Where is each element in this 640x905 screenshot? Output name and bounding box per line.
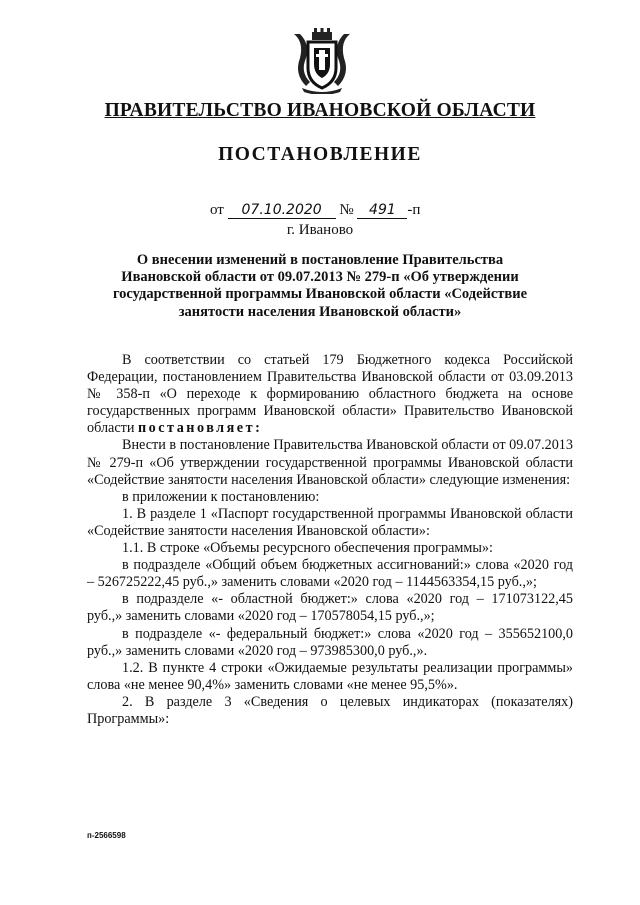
- document-type-heading: ПОСТАНОВЛЕНИЕ: [218, 144, 422, 165]
- handwritten-number: 491: [357, 202, 407, 219]
- handwritten-date: 07.10.2020: [228, 202, 336, 219]
- date-number-line: [210, 202, 420, 219]
- resolves-word: постановляет:: [137, 420, 263, 437]
- preamble-text: В соответствии со статьей 179 Бюджетного кодекса Российской Федерации, постановлением Правительства Ивановской области от 03.09.2013 № 358-п «О переходе к формированию областного бюджета на основе государственных программ Ивановской области» Правительство Ивановской области: [87, 352, 573, 437]
- body-paragraph: 1. В разделе 1 «Паспорт государственной программы Ивановской области «Содействие занятости населения Ивановской области»:: [87, 505, 573, 539]
- body-paragraph: Внести в постановление Правительства Ивановской области от 09.07.2013 № 279-п «Об утверждении государственной программы Ивановской области «Содействие занятости населения Ивановской области» следующие изменения:: [87, 437, 573, 488]
- government-name-heading: ПРАВИТЕЛЬСТВО ИВАНОВСКОЙ ОБЛАСТИ: [104, 100, 536, 121]
- document-code: п-2566598: [87, 831, 126, 840]
- body-paragraph: в приложении к постановлению:: [122, 488, 320, 505]
- body-paragraph: в подразделе «- областной бюджет:» слова «2020 год – 171073122,45 руб.,» заменить словами «2020 год – 170578054,15 руб.,»;: [87, 591, 573, 625]
- number-label: №: [339, 202, 354, 218]
- body-paragraph: 1.2. В пункте 4 строки «Ожидаемые результаты реализации программы» слова «не менее 90,4%» заменить словами «не менее 95,5%».: [87, 659, 573, 693]
- body-paragraph: в подразделе «Общий объем бюджетных ассигнований:» слова «2020 год – 526725222,45 руб.,» заменить словами «2020 год – 1144563354,15 руб.,»;: [87, 557, 573, 591]
- body-paragraph: в подразделе «- федеральный бюджет:» слова «2020 год – 355652100,0 руб.,» заменить словами «2020 год – 973985300,0 руб.,».: [87, 625, 573, 659]
- city-line: г. Иваново: [286, 222, 354, 238]
- resolution-title: О внесении изменений в постановление Правительства Ивановской области от 09.07.2013 № 279-п «Об утверждении государственной программы Ивановской области «Содействие занятости населения Ивановской области»: [112, 252, 528, 320]
- preamble-paragraph: [87, 352, 573, 437]
- body-paragraph: 2. В разделе 3 «Сведения о целевых индикаторах (показателях) Программы»:: [87, 693, 573, 727]
- coat-of-arms-emblem: [290, 28, 354, 94]
- from-label: от: [210, 202, 224, 218]
- number-suffix: -п: [407, 202, 421, 218]
- resolution-body: [87, 352, 573, 728]
- body-paragraph: 1.1. В строке «Объемы ресурсного обеспечения программы»:: [122, 540, 493, 557]
